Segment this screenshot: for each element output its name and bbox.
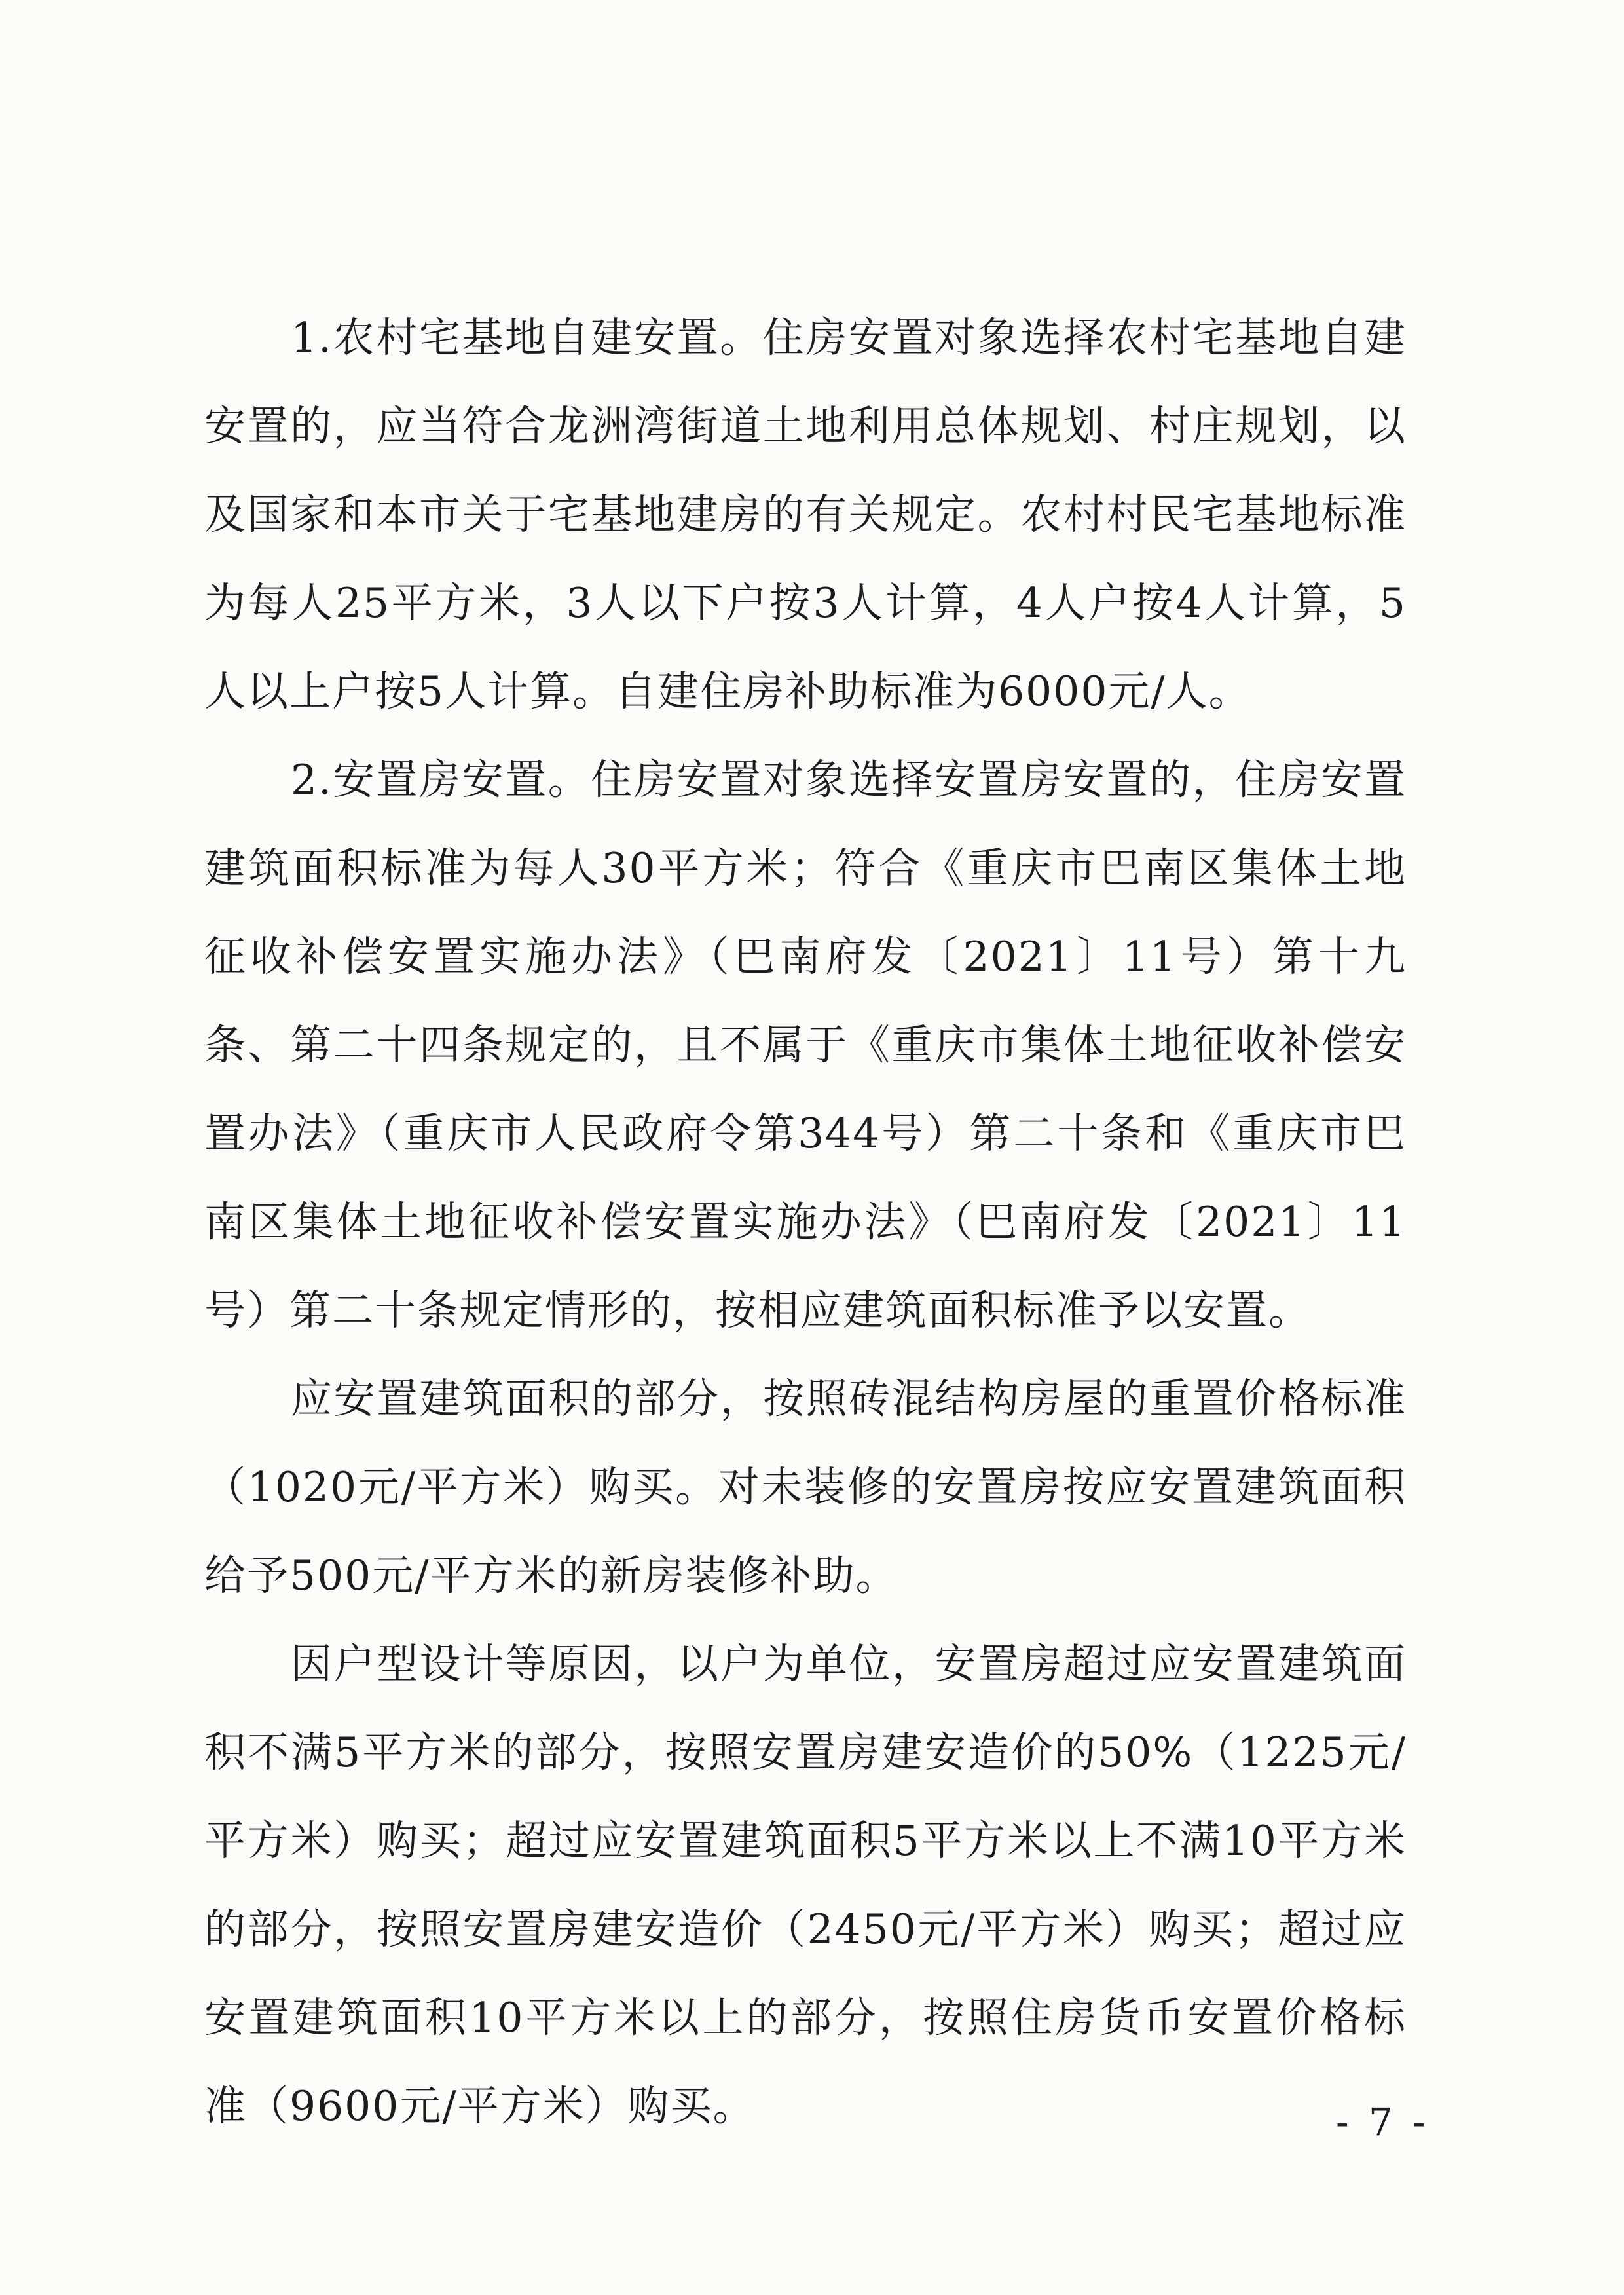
paragraph-resettlement-housing: 2.安置房安置。住房安置对象选择安置房安置的，住房安置建筑面积标准为每人30平方米；符合《重庆市巴南区集体土地征收补偿安置实施办法》（巴南府发〔2021〕11号）第十九条、第二十四条规定的，且不属于《重庆市集体土地征收补偿安置办法》（重庆市人民政府令第344号）第二十条和《重庆市巴南区集体土地征收补偿安置实施办法》（巴南府发〔2021〕11号）第二十条规定情形的，按相应建筑面积标准予以安置。 xyxy=(204,756,1407,1334)
paragraph-rural-homestead-resettlement: 1.农村宅基地自建安置。住房安置对象选择农村宅基地自建安置的，应当符合龙洲湾街道土地利用总体规划、村庄规划，以及国家和本市关于宅基地建房的有关规定。农村村民宅基地标准为每人25平方米，3人以下户按3人计算，4人户按4人计算，5人以上户按5人计算。自建住房补助标准为6000元/人。 xyxy=(204,314,1407,715)
paragraph-excess-area-purchase: 因户型设计等原因，以户为单位，安置房超过应安置建筑面积不满5平方米的部分，按照安置房建安造价的50%（1225元/平方米）购买；超过应安置建筑面积5平方米以上不满10平方米的部分，按照安置房建安造价（2450元/平方米）购买；超过应安置建筑面积10平方米以上的部分，按照住房货币安置价格标准（9600元/平方米）购买。 xyxy=(204,1640,1407,2130)
paragraph-purchase-price-standard: 应安置建筑面积的部分，按照砖混结构房屋的重置价格标准（1020元/平方米）购买。对未装修的安置房按应安置建筑面积给予500元/平方米的新房装修补助。 xyxy=(204,1375,1407,1599)
document-body xyxy=(204,293,1407,2150)
page-number: - 7 - xyxy=(1336,2100,1430,2144)
